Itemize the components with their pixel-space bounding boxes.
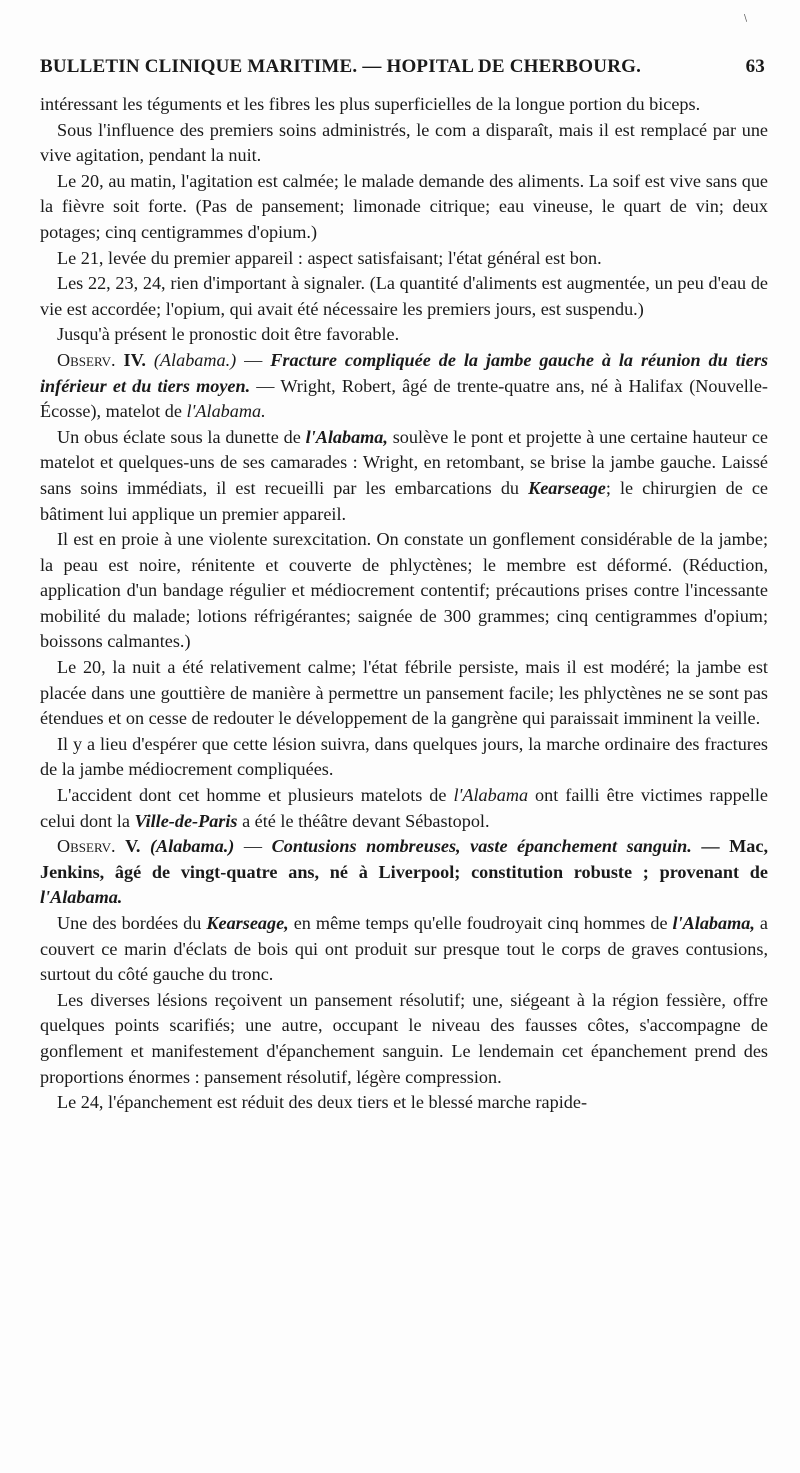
text-run: Un obus éclate sous la dunette de [57, 426, 306, 447]
ship-name: l'Alabama, [305, 426, 388, 447]
observation-heading-v [40, 834, 768, 911]
running-title: BULLETIN CLINIQUE MARITIME. — HOPITAL DE CHERBOURG. [40, 56, 642, 77]
paragraph [40, 425, 768, 527]
text-run: ; le chirurgien de ce bâtiment lui applique un premier appareil. [40, 477, 769, 524]
observation-title: Contusions nombreuses, vaste épanchement sanguin. [271, 836, 692, 857]
body-text [40, 92, 768, 1116]
observation-number: IV. [123, 349, 146, 370]
observation-text: — Wright, Robert, âgé de trente-quatre ans, né à Halifax (Nouvelle-Écosse), matelot de [40, 375, 768, 422]
text-run: ont failli être victimes rappelle celui dont la [40, 785, 768, 831]
observation-label: Observ. [57, 836, 116, 857]
ship-name: Ville-de-Paris [134, 810, 238, 831]
text-run: L'accident dont cet homme et plusieurs matelots de [57, 785, 454, 806]
paragraph: Le 21, levée du premier appareil : aspect satisfaisant; l'état général est bon. [57, 247, 602, 268]
ship-name: l'Alabama. [186, 401, 266, 422]
paragraph: Sous l'influence des premiers soins administrés, le com a disparaît, mais il est remplacé par une vive agitation, pendant la nuit. [40, 119, 768, 166]
observation-number: V. [125, 836, 141, 857]
paragraph [40, 911, 768, 988]
dash: — [234, 836, 272, 857]
page-number: 63 [745, 56, 765, 77]
observation-title: Fracture compliquée de la jambe gauche à la réunion du tiers inférieur et du tiers moyen. [40, 349, 769, 396]
text-run: soulève le pont et projette à une certaine hauteur ce matelot et quelques-uns de ses camarades : Wright, en retombant, se brise la jambe gauche. Laissé sans soins immédiats, il est recueilli par les embarcations du [40, 426, 768, 498]
running-header [40, 56, 765, 82]
text-run: a été le théâtre devant Sébastopol. [237, 810, 490, 831]
dash: — [236, 349, 271, 370]
paragraph: Les diverses lésions reçoivent un pansement résolutif; une, siégeant à la région fessière, offre quelques points scarifiés; une autre, occupant le niveau des fausses côtes, s'accompagne de gonflement et manifestement d'épanchement sanguin. Le lendemain cet épanchement prend des proportions énormes : pansement résolutif, légère compression. [40, 989, 768, 1087]
observation-text: — Mac, Jenkins, âgé de vingt-quatre ans, né à Liverpool; constitution robuste ; provenant de [40, 836, 768, 882]
paragraph [40, 783, 768, 834]
paragraph: Le 20, au matin, l'agitation est calmée; le malade demande des aliments. La soif est vive sans que la fièvre soit forte. (Pas de pansement; limonade citrique; eau vineuse, le quart de vin; deux potages; cinq centigrammes d'opium.) [40, 170, 768, 242]
paragraph: Jusqu'à présent le pronostic doit être favorable. [57, 324, 400, 345]
ship-name: (Alabama.) [153, 349, 237, 370]
paragraph: intéressant les téguments et les fibres les plus superficielles de la longue portion du biceps. [40, 94, 701, 114]
observation-heading-iv [40, 348, 768, 425]
paragraph: Les 22, 23, 24, rien d'important à signaler. (La quantité d'aliments est augmentée, un peu d'eau de vie est accordée; l'opium, qui avait été nécessaire les premiers jours, est suspendu.) [40, 273, 768, 319]
ship-name: l'Alabama, [672, 913, 755, 933]
text-run: Une des bordées du [57, 913, 207, 933]
paragraph: Il est en proie à une violente surexcitation. On constate un gonflement considérable de la jambe; la peau est noire, rénitente et couverte de phlyctènes; le membre est déformé. (Réduction, application d'un bandage régulier et médiocrement contentif; précautions prises contre l'incessante mobilité du malade; lotions réfrigérantes; saignée de 300 grammes; cinq centigrammes d'opium; boissons calmantes.) [40, 529, 768, 652]
ship-name: l'Alabama. [40, 887, 123, 908]
paragraph: Le 24, l'épanchement est réduit des deux tiers et le blessé marche rapide- [57, 1092, 587, 1113]
ship-name: l'Alabama [453, 785, 529, 806]
observation-label: Observ. [57, 349, 116, 370]
ship-name: (Alabama.) [149, 836, 235, 857]
corner-mark: \ [744, 14, 748, 24]
ship-name: Kearseage, [206, 913, 289, 933]
text-run: a couvert ce marin d'éclats de bois qui ont produit sur presque tout le corps de graves contusions, surtout du côté gauche du tronc. [40, 913, 768, 985]
paragraph: Il y a lieu d'espérer que cette lésion suivra, dans quelques jours, la marche ordinaire des fractures de la jambe médiocrement compliquées. [40, 733, 768, 780]
ship-name: Kearseage [528, 477, 606, 498]
paragraph: Le 20, la nuit a été relativement calme; l'état fébrile persiste, mais il est modéré; la jambe est placée dans une gouttière de manière à permettre un pansement facile; les phlyctènes ne se sont pas étendues et on cesse de redouter le développement de la gangrène qui paraissait imminent la veille. [40, 657, 768, 729]
text-run: en même temps qu'elle foudroyait cinq hommes de [288, 913, 673, 933]
